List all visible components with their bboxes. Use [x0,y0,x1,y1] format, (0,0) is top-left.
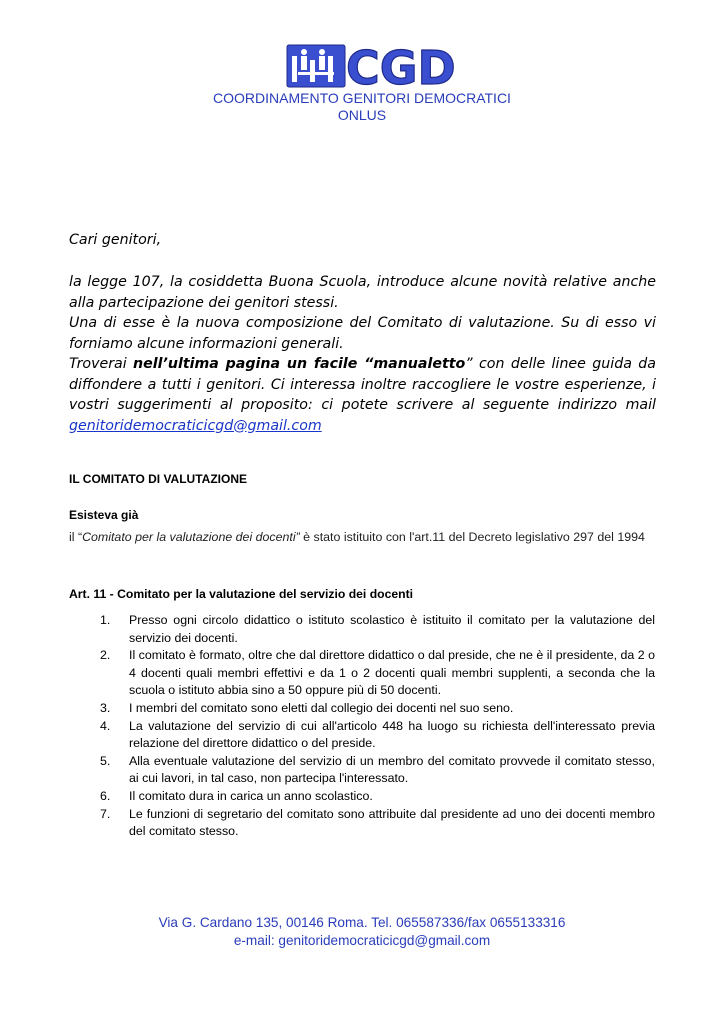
item-number: 3. [100,700,111,715]
item-number: 2. [100,648,111,663]
section-subtitle: Esisteva già [69,508,139,522]
org-name: COORDINAMENTO GENITORI DEMOCRATICI [213,90,511,106]
section-intro [69,528,659,548]
list-item [92,788,655,806]
footer-address: Via G. Cardano 135, 00146 Roma. Tel. 065587336/fax 0655133316 [158,915,566,930]
intro-italic: Comitato per la valutazione dei docenti” [82,530,300,544]
list-item [92,753,655,788]
item-number: 7. [100,806,111,821]
item-text: La valutazione del servizio di cui all'articolo 448 ha luogo su richiesta dell'interessato previa relazione del direttore didattico o del preside. [129,718,655,751]
item-number: 1. [100,613,111,627]
item-text: Le funzioni di segretario del comitato sono attribuite dal presidente ad uno dei docenti membro del comitato stesso. [129,806,655,839]
item-text: Il comitato dura in carica un anno scolastico. [129,788,373,803]
footer-email: e-mail: genitoridemocraticicgd@gmail.com [233,933,491,948]
salutation: Cari genitori, [69,232,162,248]
article-title: Art. 11 - Comitato per la valutazione del servizio dei docenti [69,587,414,601]
item-text: Il comitato è formato, oltre che dal direttore didattico o dal preside, che ne è il presidente, da 2 o 4 docenti quali membri effettivi e da 1 o 2 docenti quali membri supplenti, a seconda che la scuola o istituto abbia sino a 50 oppure più di 50 docenti. [129,648,655,698]
org-status: ONLUS [337,107,387,123]
para3-start: Troverai [69,356,134,372]
list-item [92,806,655,841]
intro-start: il “ [69,530,83,544]
section-title: IL COMITATO DI VALUTAZIONE [69,472,247,486]
item-text: Presso ogni circolo didattico o istituto scolastico è istituito il comitato per la valutazione del servizio dei docenti. [129,613,655,645]
item-text: Alla eventuale valutazione del servizio di un membro del comitato provvede il comitato stesso, ai cui lavori, in tal caso, non partecipa l'interessato. [129,753,655,786]
letter-body [69,272,656,436]
list-item [92,700,655,718]
intro-end: è stato istituito con l'art.11 del Decreto legislativo 297 del 1994 [299,530,645,544]
paragraph-2: Una di esse è la nuova composizione del Comitato di valutazione. Su di esso vi forniamo alcune informazioni generali. [69,315,656,352]
para3-end: ” con delle linee guida da diffondere a tutti i genitori. Ci interessa inoltre raccogliere le vostre esperienze, i vostri suggerimenti al proposito: ci potete scrivere al seguente indirizzo mail [69,356,656,413]
para3-bold: nell’ultima pagina un facile “manualetto [133,356,466,372]
item-number: 6. [100,788,111,803]
item-text: I membri del comitato sono eletti dal collegio dei docenti nel suo seno. [129,700,514,715]
paragraph-1: la legge 107, la cosiddetta Buona Scuola, introduce alcune novità relative anche alla partecipazione dei genitori stessi. [69,274,656,311]
item-number: 4. [100,718,111,733]
item-number: 5. [100,753,111,768]
list-item [92,647,655,700]
list-item [92,718,655,753]
cgd-logo [286,41,456,95]
email-link[interactable]: genitoridemocraticicgd@gmail.com [69,417,322,434]
list-item [92,612,655,647]
logo-text: CGD [346,41,456,95]
article-list [92,612,655,841]
paragraph-3 [69,354,656,436]
